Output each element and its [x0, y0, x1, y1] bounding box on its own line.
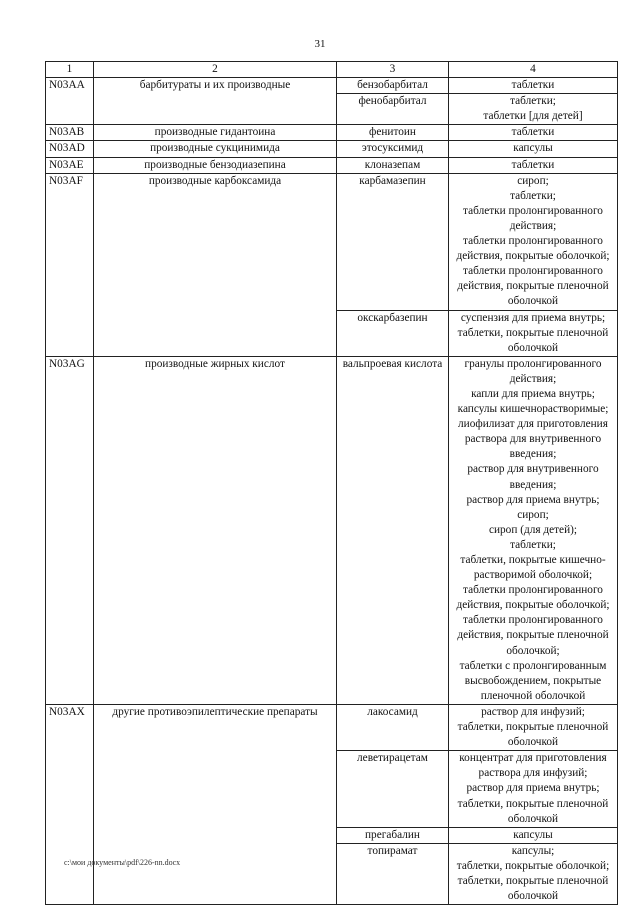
- dosage-form-cell: [449, 125, 618, 141]
- dosage-form-line: раствор для внутривенного введения;: [467, 463, 599, 491]
- dosage-form-cell: [449, 827, 618, 843]
- dosage-form-line: концентрат для приготовления: [459, 752, 607, 765]
- drug-name-cell: лакосамид: [337, 704, 449, 750]
- dosage-form-line: капсулы;: [511, 844, 555, 857]
- drug-name-cell: этосуксимид: [337, 141, 449, 157]
- group-name-cell: производные карбоксамида: [94, 173, 337, 356]
- dosage-form-line: таблетки пролонгированного: [463, 235, 603, 248]
- atc-code-cell: N03AE: [46, 157, 94, 173]
- atc-code-cell: N03AA: [46, 78, 94, 125]
- dosage-form-line: растворимой оболочкой;: [473, 569, 593, 582]
- page-number: 31: [314, 38, 326, 50]
- drug-name-cell: бензобарбитал: [337, 78, 449, 94]
- dosage-form-line: сироп (для детей);: [488, 523, 578, 536]
- drug-name-cell: фенитоин: [337, 125, 449, 141]
- header-row: [46, 62, 618, 78]
- table-row: [46, 173, 618, 310]
- dosage-form-line: оболочкой;: [506, 644, 560, 657]
- dosage-form-line: таблетки;: [510, 189, 556, 202]
- dosage-form-cell: [449, 751, 618, 827]
- table-row: [46, 704, 618, 750]
- atc-code-cell: N03AG: [46, 356, 94, 704]
- drug-name-cell: прегабалин: [337, 827, 449, 843]
- table-row: [46, 125, 618, 141]
- dosage-form-cell: [449, 356, 618, 704]
- group-name-cell: производные бензодиазепина: [94, 157, 337, 173]
- dosage-form-line: таблетки: [511, 79, 555, 92]
- dosage-form-line: таблетки: [511, 158, 555, 171]
- atc-code-cell: N03AF: [46, 173, 94, 356]
- dosage-form-line: таблетки;: [510, 95, 556, 108]
- dosage-form-line: таблетки, покрытые пленочной: [457, 874, 609, 887]
- drug-name-cell: окскарбазепин: [337, 310, 449, 356]
- table-row: [46, 356, 618, 704]
- drug-name-cell: карбамазепин: [337, 173, 449, 310]
- drug-name-cell: клоназепам: [337, 157, 449, 173]
- group-name-cell: производные сукцинимида: [94, 141, 337, 157]
- table-body: [46, 78, 618, 905]
- dosage-form-line: оболочкой: [507, 890, 559, 903]
- dosage-form-line: таблетки с пролонгированным: [459, 659, 607, 672]
- dosage-form-line: оболочкой: [507, 295, 559, 308]
- dosage-form-line: оболочкой: [507, 341, 559, 354]
- dosage-form-line: оболочкой: [507, 812, 559, 825]
- table-row: [46, 157, 618, 173]
- dosage-form-line: таблетки;: [510, 538, 556, 551]
- dosage-form-line: оболочкой: [507, 736, 559, 749]
- dosage-form-line: раствора для инфузий;: [478, 767, 588, 780]
- dosage-form-cell: [449, 173, 618, 310]
- dosage-form-line: сироп;: [517, 508, 549, 521]
- dosage-form-line: таблетки [для детей]: [483, 110, 583, 123]
- dosage-form-line: таблетки пролонгированного: [463, 614, 603, 627]
- dosage-form-cell: [449, 310, 618, 356]
- dosage-form-line: капли для приема внутрь;: [471, 387, 595, 400]
- dosage-form-line: капсулы кишечнорастворимые;: [457, 403, 609, 416]
- dosage-form-line: действия, покрытые оболочкой;: [456, 599, 610, 612]
- dosage-form-cell: [449, 141, 618, 157]
- dosage-form-cell: [449, 94, 618, 125]
- dosage-form-line: раствор для приема внутрь;: [466, 493, 600, 506]
- column-header: 2: [94, 62, 337, 78]
- atc-code-cell: N03AD: [46, 141, 94, 157]
- dosage-form-line: сироп;: [517, 174, 549, 187]
- dosage-form-line: таблетки пролонгированного: [463, 584, 603, 597]
- dosage-form-line: раствор для приема внутрь;: [466, 782, 600, 795]
- dosage-form-line: действия, покрытые пленочной: [457, 629, 609, 642]
- group-name-cell: барбитураты и их производные: [94, 78, 337, 125]
- dosage-form-line: таблетки пролонгированного: [463, 204, 603, 217]
- dosage-form-cell: [449, 843, 618, 904]
- dosage-form-line: таблетки, покрытые пленочной: [457, 721, 609, 734]
- dosage-form-line: действия;: [509, 219, 557, 232]
- dosage-form-line: таблетки, покрытые кишечно-: [460, 554, 606, 566]
- group-name-cell: производные гидантоина: [94, 125, 337, 141]
- dosage-form-line: пленочной оболочкой: [480, 689, 586, 702]
- file-path-footer: c:\мои документы\pdf\226-nn.docx: [64, 858, 181, 867]
- group-name-cell: производные жирных кислот: [94, 356, 337, 704]
- dosage-form-cell: [449, 157, 618, 173]
- dosage-form-line: суспензия для приема внутрь;: [460, 311, 606, 324]
- dosage-form-line: высвобождением, покрытые: [464, 674, 602, 687]
- drug-name-cell: леветирацетам: [337, 751, 449, 827]
- drug-name-cell: вальпроевая кислота: [337, 356, 449, 704]
- table-row: [46, 78, 618, 94]
- dosage-form-line: действия, покрытые оболочкой;: [456, 250, 610, 263]
- column-header: 4: [449, 62, 618, 78]
- dosage-form-line: таблетки: [511, 126, 555, 139]
- atc-code-cell: N03AX: [46, 704, 94, 904]
- dosage-form-line: лиофилизат для приготовления: [458, 418, 608, 431]
- dosage-form-cell: [449, 704, 618, 750]
- dosage-form-line: таблетки пролонгированного: [463, 265, 603, 278]
- dosage-form-line: капсулы: [513, 142, 553, 155]
- dosage-form-line: капсулы: [513, 828, 553, 841]
- atc-code-cell: N03AB: [46, 125, 94, 141]
- drug-table: [45, 61, 618, 905]
- drug-name-cell: топирамат: [337, 843, 449, 904]
- drug-name-cell: фенобарбитал: [337, 94, 449, 125]
- dosage-form-line: гранулы пролонгированного действия;: [464, 357, 602, 385]
- group-name-cell: другие противоэпилептические препараты: [94, 704, 337, 904]
- column-header: 3: [337, 62, 449, 78]
- dosage-form-line: таблетки, покрытые пленочной: [457, 326, 609, 339]
- table-row: [46, 141, 618, 157]
- dosage-form-line: раствор для инфузий;: [481, 705, 585, 718]
- dosage-form-line: таблетки, покрытые пленочной: [457, 797, 609, 810]
- dosage-form-line: раствора для внутривенного введения;: [464, 433, 602, 461]
- column-header: 1: [46, 62, 94, 78]
- dosage-form-cell: [449, 78, 618, 94]
- dosage-form-line: таблетки, покрытые оболочкой;: [456, 859, 610, 872]
- dosage-form-line: действия, покрытые пленочной: [457, 280, 609, 293]
